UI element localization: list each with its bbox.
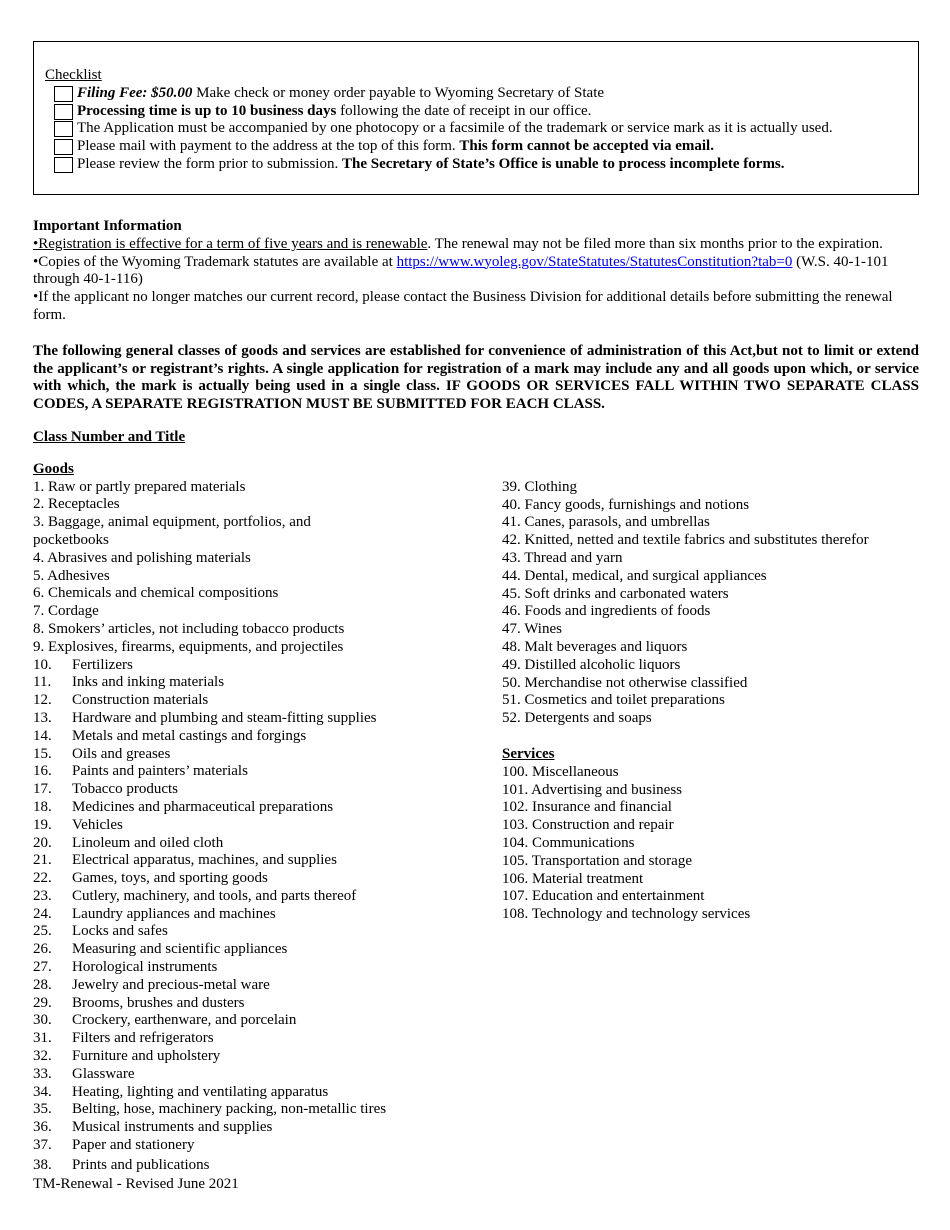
class-item: 5. Adhesives xyxy=(33,567,110,584)
checklist-box xyxy=(33,41,919,195)
class-item xyxy=(33,799,502,817)
info-bullet-term: •Registration is effective for a term of five years and is renewable. The renewal may not be filed more than six months prior to the expiration. xyxy=(33,235,883,252)
goods-heading: Goods xyxy=(33,460,74,477)
class-title: Construction materials xyxy=(72,692,209,709)
class-item xyxy=(33,888,502,906)
classes-notice: The following general classes of goods and services are established for convenience of administration of this Act,but not to limit or extend the applicant’s or registrant’s rights. A single application for registration of a mark may include any and all goods upon which, or service with which, the mark is actually being used in a single class. IF GOODS OR SERVICES FALL WITHIN TWO SEPARATE CLASS CODES, A SEPARATE REGISTRATION MUST BE SUBMITTED FOR EACH CLASS. xyxy=(33,342,919,413)
class-number: 27. xyxy=(33,959,52,976)
class-item xyxy=(33,1066,502,1084)
checklist-item-review: Please review the form prior to submission. The Secretary of State’s Office is unable to process incomplete forms. xyxy=(45,156,908,174)
class-number: 18. xyxy=(33,798,52,815)
goods-list-b xyxy=(33,657,502,1175)
statutes-link[interactable]: https://www.wyoleg.gov/StateStatutes/StatutesConstitution?tab=0 xyxy=(396,253,793,270)
class-title: Prints and publications xyxy=(72,1156,210,1173)
class-item: 45. Soft drinks and carbonated waters xyxy=(502,585,729,602)
class-number: 38. xyxy=(33,1156,52,1173)
class-title: Oils and greases xyxy=(72,745,171,762)
class-item: 50. Merchandise not otherwise classified xyxy=(502,674,748,691)
class-title: Brooms, brushes and dusters xyxy=(72,994,245,1011)
class-item: 6. Chemicals and chemical compositions xyxy=(33,585,279,602)
class-item: 52. Detergents and soaps xyxy=(502,710,652,727)
checklist-title: Checklist xyxy=(45,67,102,83)
class-title: Glassware xyxy=(72,1065,135,1082)
info-bullet-statutes: •Copies of the Wyoming Trademark statutes are available at https://www.wyoleg.gov/StateStatutes/StatutesConstitution?tab=0 (W.S. 40-1-101 through 40-1-116) xyxy=(33,253,889,288)
class-item xyxy=(33,1048,502,1066)
class-item: 105. Transportation and storage xyxy=(502,852,692,869)
checklist-item-processing-time: Processing time is up to 10 business days following the date of receipt in our office. xyxy=(45,103,908,121)
class-item: 102. Insurance and financial xyxy=(502,799,672,816)
class-number: 30. xyxy=(33,1012,52,1029)
class-number-heading: Class Number and Title xyxy=(33,428,186,445)
class-number: 34. xyxy=(33,1083,52,1100)
checkbox[interactable] xyxy=(54,157,73,173)
class-item: 9. Explosives, firearms, equipments, and projectiles xyxy=(33,638,344,655)
class-columns xyxy=(33,461,919,1175)
class-item xyxy=(33,692,502,710)
class-title: Furniture and upholstery xyxy=(72,1048,221,1065)
class-number: 11. xyxy=(33,674,52,691)
class-title: Jewelry and precious-metal ware xyxy=(72,976,270,993)
class-number: 20. xyxy=(33,834,52,851)
class-item xyxy=(33,1084,502,1102)
class-item xyxy=(33,1119,502,1137)
class-number: 24. xyxy=(33,905,52,922)
class-title: Musical instruments and supplies xyxy=(72,1119,273,1136)
form-page xyxy=(33,41,919,1175)
goods-column-right xyxy=(502,461,919,1175)
checklist-item-filing-fee: Filing Fee: $50.00 Make check or money order payable to Wyoming Secretary of State xyxy=(45,85,908,103)
checklist-item-mail: Please mail with payment to the address at the top of this form. This form cannot be accepted via email. xyxy=(45,138,908,156)
class-item: 44. Dental, medical, and surgical appliances xyxy=(502,567,767,584)
important-title: Important Information xyxy=(33,218,182,234)
class-number: 26. xyxy=(33,941,52,958)
class-number: 29. xyxy=(33,994,52,1011)
class-item: 7. Cordage xyxy=(33,603,99,620)
class-number: 31. xyxy=(33,1030,52,1047)
class-number: 32. xyxy=(33,1048,52,1065)
class-title: Medicines and pharmaceutical preparations xyxy=(72,798,334,815)
class-number: 22. xyxy=(33,870,52,887)
class-title: Paper and stationery xyxy=(72,1137,195,1154)
class-item xyxy=(33,674,502,692)
class-item: 46. Foods and ingredients of foods xyxy=(502,603,711,620)
class-item xyxy=(33,923,502,941)
class-item xyxy=(33,1157,502,1175)
class-number: 35. xyxy=(33,1101,52,1118)
class-item: 49. Distilled alcoholic liquors xyxy=(502,656,681,673)
class-title: Linoleum and oiled cloth xyxy=(72,834,224,851)
class-item xyxy=(33,728,502,746)
goods-list-a xyxy=(33,479,502,657)
class-item: 51. Cosmetics and toilet preparations xyxy=(502,692,725,709)
important-information xyxy=(33,218,919,325)
checkbox[interactable] xyxy=(54,86,73,102)
class-number: 25. xyxy=(33,923,52,940)
checkbox[interactable] xyxy=(54,121,73,137)
class-title: Hardware and plumbing and steam-fitting supplies xyxy=(72,709,377,726)
class-item xyxy=(33,1137,502,1155)
class-item: 4. Abrasives and polishing materials xyxy=(33,549,251,566)
class-title: Fertilizers xyxy=(72,656,133,673)
services-heading: Services xyxy=(502,745,555,762)
info-bullet-contact: •If the applicant no longer matches our current record, please contact the Business Division for additional details before submitting the renewal form. xyxy=(33,289,893,323)
class-item: 107. Education and entertainment xyxy=(502,888,705,905)
class-number: 37. xyxy=(33,1137,52,1154)
class-item: 103. Construction and repair xyxy=(502,817,674,834)
goods-column-left xyxy=(33,461,502,1175)
class-number: 19. xyxy=(33,816,52,833)
class-item xyxy=(33,746,502,764)
class-title: Laundry appliances and machines xyxy=(72,905,276,922)
goods-list-c xyxy=(502,479,919,728)
class-item xyxy=(33,959,502,977)
class-number: 15. xyxy=(33,745,52,762)
class-title: Locks and safes xyxy=(72,923,168,940)
class-item: 100. Miscellaneous xyxy=(502,763,619,780)
class-number: 12. xyxy=(33,692,52,709)
class-item: 40. Fancy goods, furnishings and notions xyxy=(502,496,750,513)
class-item: 8. Smokers’ articles, not including tobacco products xyxy=(33,620,345,637)
class-item: 3. Baggage, animal equipment, portfolios, and pocketbooks xyxy=(33,514,311,548)
class-title: Inks and inking materials xyxy=(72,674,225,691)
class-title: Metals and metal castings and forgings xyxy=(72,727,307,744)
class-item xyxy=(33,906,502,924)
class-number: 17. xyxy=(33,781,52,798)
class-item: 101. Advertising and business xyxy=(502,781,682,798)
filing-fee-label: Filing Fee: $50.00 xyxy=(77,84,193,101)
class-item xyxy=(33,1012,502,1030)
checkbox[interactable] xyxy=(54,104,73,120)
class-item xyxy=(33,1030,502,1048)
class-title: Measuring and scientific appliances xyxy=(72,941,288,958)
class-item xyxy=(33,817,502,835)
class-item xyxy=(33,657,502,675)
class-item xyxy=(33,977,502,995)
class-number: 28. xyxy=(33,976,52,993)
class-number: 33. xyxy=(33,1065,52,1082)
class-number: 36. xyxy=(33,1119,52,1136)
class-number: 10. xyxy=(33,656,52,673)
footer-revision: TM-Renewal - Revised June 2021 xyxy=(33,1176,239,1192)
class-item xyxy=(33,1101,502,1119)
class-number: 16. xyxy=(33,763,52,780)
class-item xyxy=(33,995,502,1013)
class-item: 106. Material treatment xyxy=(502,870,644,887)
class-number: 13. xyxy=(33,709,52,726)
class-number: 23. xyxy=(33,887,52,904)
checkbox[interactable] xyxy=(54,139,73,155)
class-title: Vehicles xyxy=(72,816,123,833)
class-title: Crockery, earthenware, and porcelain xyxy=(72,1012,297,1029)
class-item xyxy=(33,835,502,853)
class-item: 108. Technology and technology services xyxy=(502,906,751,923)
class-item: 104. Communications xyxy=(502,834,635,851)
class-title: Paints and painters’ materials xyxy=(72,763,248,780)
class-item: 1. Raw or partly prepared materials xyxy=(33,478,246,495)
class-item xyxy=(33,852,502,870)
class-title: Belting, hose, machinery packing, non-metallic tires xyxy=(72,1101,387,1118)
class-title: Heating, lighting and ventilating apparatus xyxy=(72,1083,329,1100)
class-item xyxy=(33,710,502,728)
class-item: 47. Wines xyxy=(502,621,562,638)
class-title: Electrical apparatus, machines, and supplies xyxy=(72,852,337,869)
class-title: Tobacco products xyxy=(72,781,178,798)
class-item: 41. Canes, parasols, and umbrellas xyxy=(502,514,710,531)
class-item: 48. Malt beverages and liquors xyxy=(502,638,688,655)
class-title: Cutlery, machinery, and tools, and parts thereof xyxy=(72,887,357,904)
class-number: 21. xyxy=(33,852,52,869)
class-number: 14. xyxy=(33,727,52,744)
services-list xyxy=(502,764,919,924)
class-item xyxy=(33,870,502,888)
class-item xyxy=(33,781,502,799)
class-item: 39. Clothing xyxy=(502,478,578,495)
class-item xyxy=(33,763,502,781)
class-item xyxy=(33,941,502,959)
class-title: Horological instruments xyxy=(72,959,218,976)
class-item: 42. Knitted, netted and textile fabrics and substitutes therefor xyxy=(502,532,869,549)
class-title: Filters and refrigerators xyxy=(72,1030,214,1047)
checklist-item-photocopy: The Application must be accompanied by one photocopy or a facsimile of the trademark or service mark as it is actually used. xyxy=(45,120,908,138)
class-item: 43. Thread and yarn xyxy=(502,549,623,566)
class-title: Games, toys, and sporting goods xyxy=(72,870,268,887)
class-item: 2. Receptacles xyxy=(33,496,120,513)
